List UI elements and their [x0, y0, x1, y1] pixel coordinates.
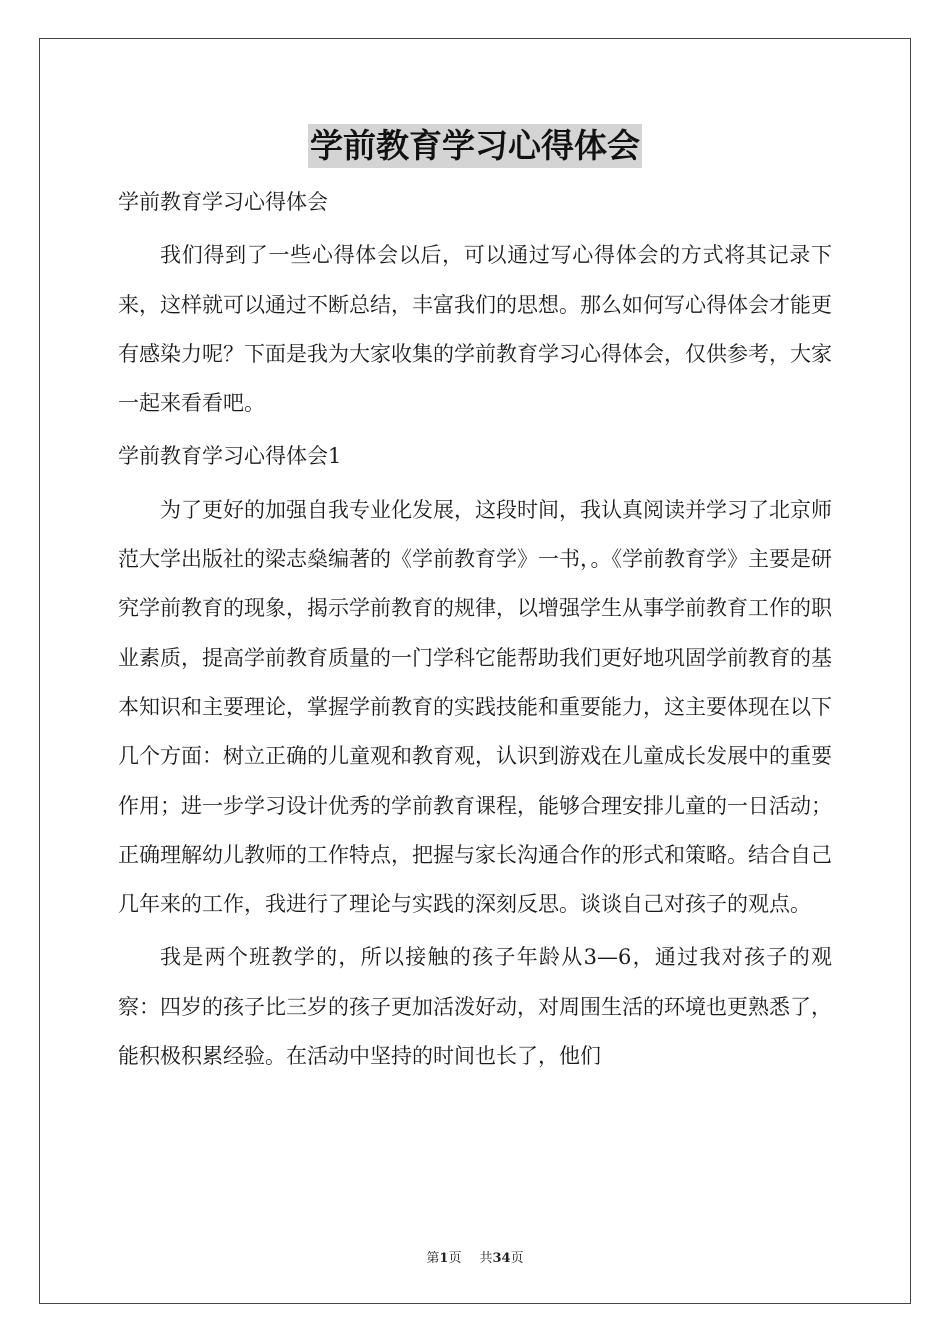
- document-body: [118, 178, 832, 1081]
- title-container: [0, 124, 950, 168]
- page-prefix: 第: [426, 1251, 440, 1266]
- intro-paragraph: 我们得到了一些心得体会以后，可以通过写心得体会的方式将其记录下来，这样就可以通过不断总结，丰富我们的思想。那么如何写心得体会才能更有感染力呢？下面是我为大家收集的学前教育学习心得体会，仅供参考，大家一起来看看吧。: [118, 243, 832, 416]
- section-heading: 学前教育学习心得体会1: [118, 444, 342, 469]
- total-prefix: 共: [479, 1251, 493, 1266]
- document-title: 学前教育学习心得体会: [308, 124, 642, 168]
- total-suffix: 页: [510, 1251, 524, 1266]
- total-pages: 34: [492, 1251, 511, 1266]
- body-paragraph: 为了更好的加强自我专业化发展，这段时间，我认真阅读并学习了北京师范大学出版社的梁志燊编著的《学前教育学》一书，。《学前教育学》主要是研究学前教育的现象，揭示学前教育的规律，以增强学生从事学前教育工作的职业素质，提高学前教育质量的一门学科它能帮助我们更好地巩固学前教育的基本知识和主要理论，掌握学前教育的实践技能和重要能力，这主要体现在以下几个方面：树立正确的儿童观和教育观，认识到游戏在儿童成长发展中的重要作用；进一步学习设计优秀的学前教育课程，能够合理安排儿童的一日活动；正确理解幼儿教师的工作特点，把握与家长沟通合作的形式和策略。结合自己几年来的工作，我进行了理论与实践的深刻反思。谈谈自己对孩子的观点。: [118, 497, 832, 917]
- body-paragraph: 我是两个班教学的，所以接触的孩子年龄从3—6，通过我对孩子的观察：四岁的孩子比三岁的孩子更加活泼好动，对周围生活的环境也更熟悉了，能积极积累经验。在活动中坚持的时间也长了，他们: [118, 945, 832, 1069]
- page-number: 1: [439, 1251, 449, 1266]
- page-footer: [0, 1247, 950, 1266]
- page-suffix: 页: [448, 1251, 462, 1266]
- document-subtitle: 学前教育学习心得体会: [118, 190, 328, 214]
